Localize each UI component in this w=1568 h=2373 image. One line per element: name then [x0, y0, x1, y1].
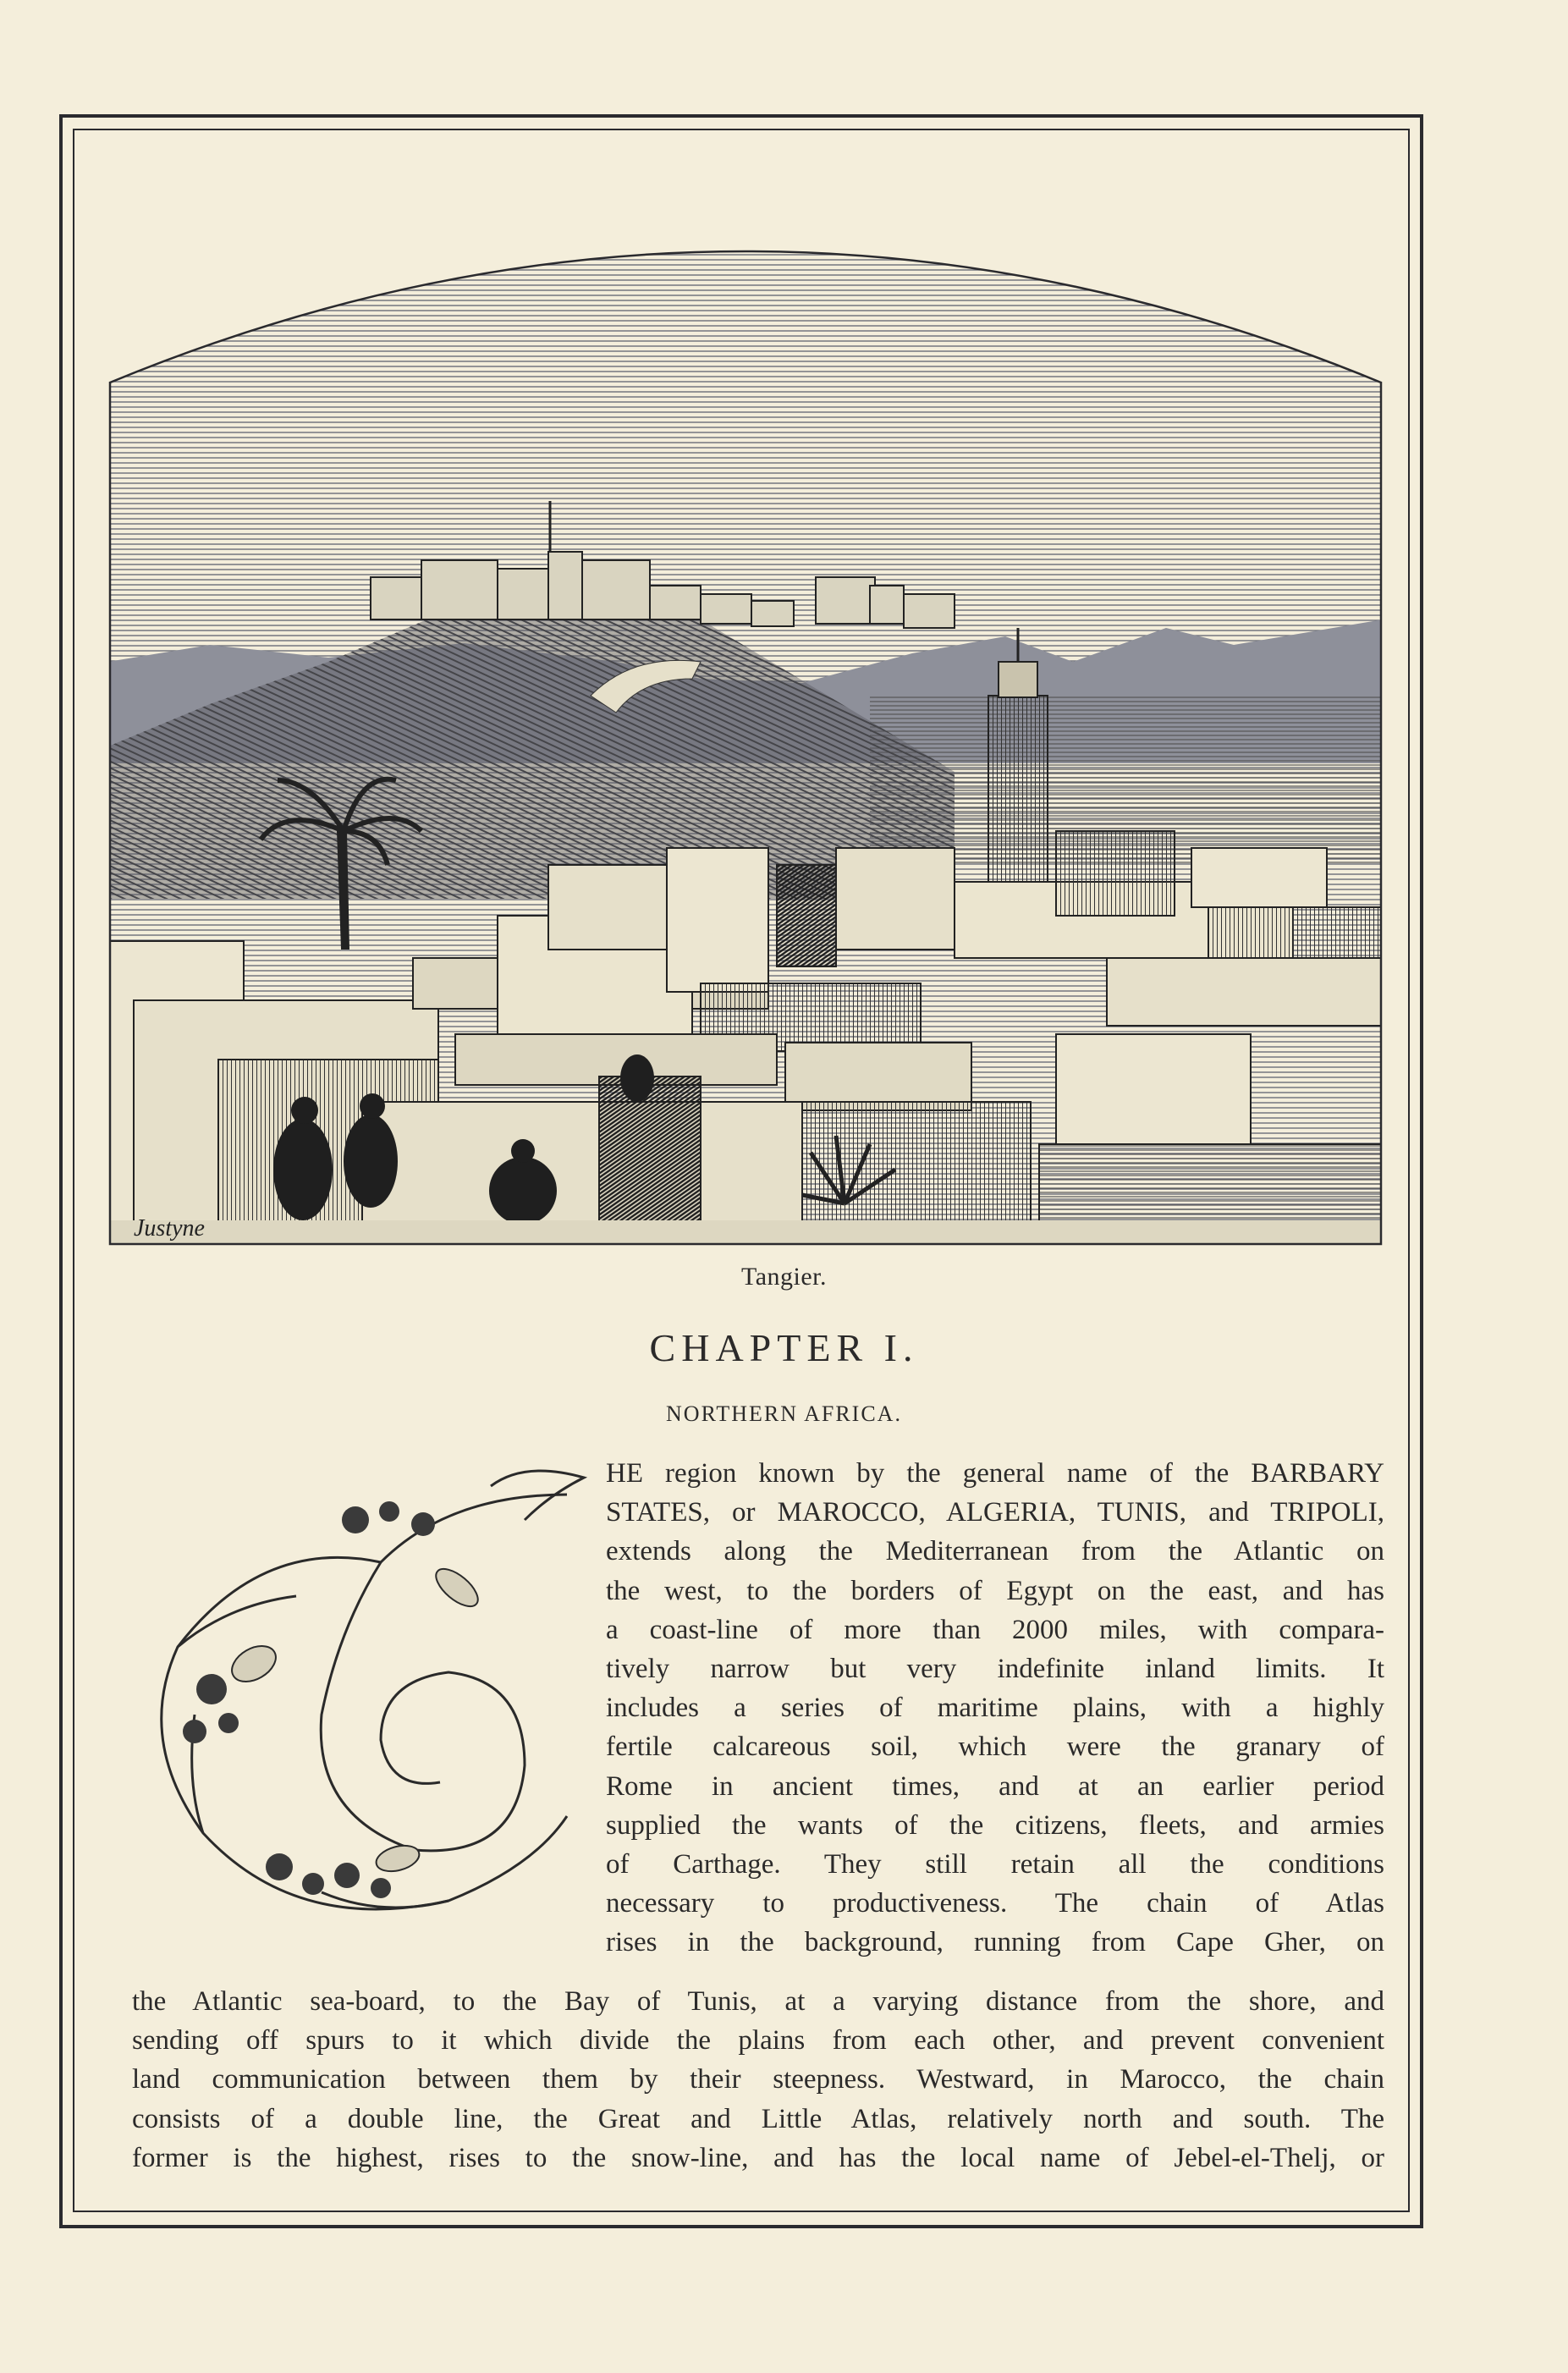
chapter-title: CHAPTER I. [649, 1326, 919, 1369]
text-line: STATES, or MAROCCO, ALGERIA, TUNIS, and TRIPOLI, [606, 1497, 1384, 1528]
text-line: necessary to productiveness. The chain of Atlas [606, 1888, 1384, 1919]
decorated-initial-icon [127, 1461, 609, 1952]
tangier-engraving [108, 222, 1383, 1246]
text-line: HE region known by the general name of the BARBARY [606, 1458, 1384, 1489]
text-line: includes a series of maritime plains, with a highly [606, 1693, 1384, 1724]
text-line: fertile calcareous soil, which were the granary of [606, 1732, 1384, 1763]
text-line: tively narrow but very indefinite inland limits. It [606, 1654, 1384, 1685]
illustration-caption: Tangier. [740, 1263, 828, 1291]
text-line: a coast-line of more than 2000 miles, with compara- [606, 1614, 1384, 1645]
text-line: former is the highest, rises to the snow-line, and has the local name of Jebel-el-Thelj, or [132, 2142, 1384, 2173]
text-line: sending off spurs to it which divide the plains from each other, and prevent convenient [132, 2025, 1384, 2056]
paragraph-beside-initial [606, 1454, 1384, 1963]
text-line: rises in the background, running from Cape Gher, on [606, 1927, 1384, 1958]
text-line: of Carthage. They still retain all the conditions [606, 1849, 1384, 1880]
text-line: supplied the wants of the citizens, fleets, and armies [606, 1809, 1384, 1841]
artist-signature: Justyne [134, 1215, 205, 1242]
paragraph-full-width [132, 1982, 1384, 2178]
text-line: the west, to the borders of Egypt on the east, and has [606, 1575, 1384, 1606]
text-line: land communication between them by their steepness. Westward, in Marocco, the chain [132, 2064, 1384, 2095]
text-line: the Atlantic sea-board, to the Bay of Tunis, at a varying distance from the shore, and [132, 1986, 1384, 2017]
chapter-subtitle: NORTHERN AFRICA. [666, 1401, 902, 1426]
text-line: extends along the Mediterranean from the Atlantic on [606, 1536, 1384, 1567]
text-line: consists of a double line, the Great and Little Atlas, relatively north and south. The [132, 2103, 1384, 2134]
text-line: Rome in ancient times, and at an earlier period [606, 1770, 1384, 1802]
